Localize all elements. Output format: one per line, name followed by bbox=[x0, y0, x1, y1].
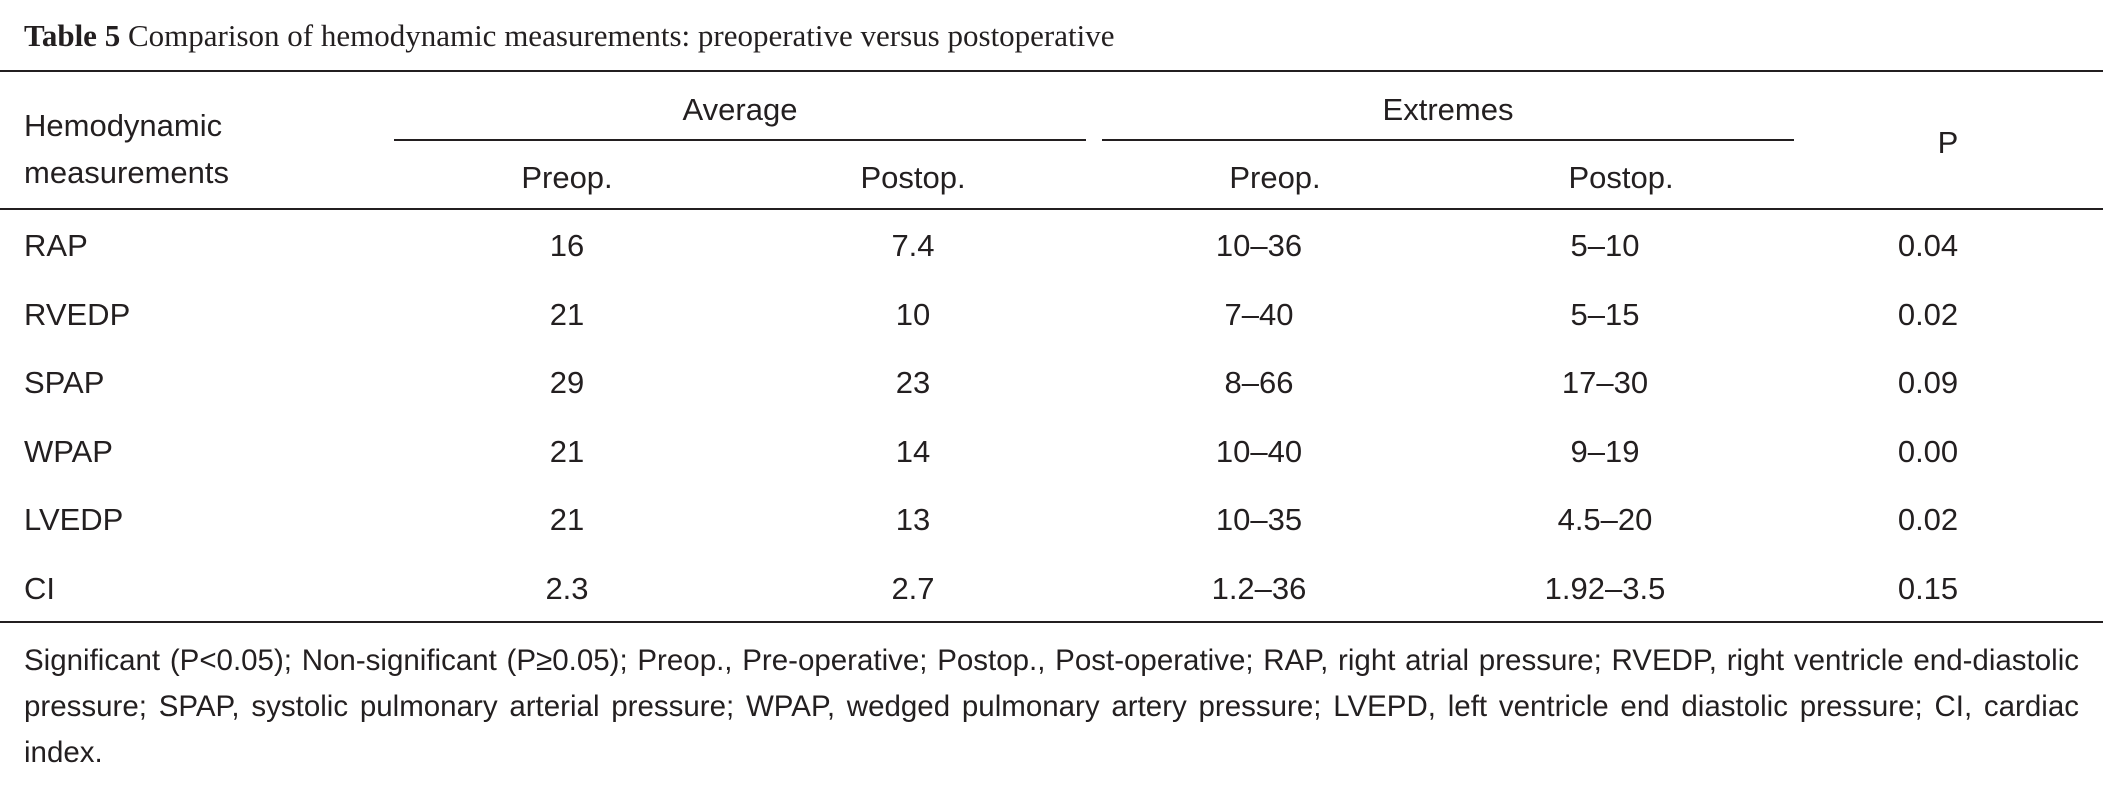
average-group-rule bbox=[394, 139, 1086, 141]
extremes-postop-cell: 1.92–3.5 bbox=[1544, 570, 1666, 606]
average-postop-cell: 10 bbox=[895, 296, 931, 332]
table-body bbox=[0, 212, 2078, 623]
header-p: P bbox=[1937, 125, 1959, 160]
measure-cell: RAP bbox=[24, 228, 88, 264]
measure-cell: WPAP bbox=[24, 433, 113, 469]
header-extremes-postop: Postop. bbox=[1568, 160, 1674, 195]
average-preop-cell: 21 bbox=[549, 296, 585, 332]
extremes-postop-cell: 5–10 bbox=[1570, 228, 1640, 264]
extremes-preop-cell: 8–66 bbox=[1224, 365, 1294, 401]
extremes-preop-cell: 7–40 bbox=[1224, 296, 1294, 332]
average-postop-cell: 14 bbox=[895, 433, 931, 469]
average-postop-cell: 23 bbox=[895, 365, 931, 401]
extremes-preop-cell: 10–36 bbox=[1215, 228, 1303, 264]
table-row bbox=[0, 555, 2078, 624]
table-footnote: Significant (P<0.05); Non-significant (P≥0.05); Preop., Pre-operative; Postop., Post-operative; RAP, right atrial pressure; RVEDP, right ventricle end-diastolic pressure; SPAP, systolic pulmonary arterial pressure; WPAP, wedged pulmonary artery pressure; LVEPD, left ventricle end diastolic pressure; CI, cardiac index. bbox=[24, 644, 2079, 769]
extremes-preop-cell: 1.2–36 bbox=[1211, 570, 1307, 606]
p-value-cell: 0.02 bbox=[1897, 502, 1959, 538]
extremes-preop-cell: 10–40 bbox=[1215, 433, 1303, 469]
header-average-postop: Postop. bbox=[860, 160, 966, 195]
average-postop-cell: 13 bbox=[895, 502, 931, 538]
p-value-cell: 0.00 bbox=[1897, 433, 1959, 469]
measure-cell: RVEDP bbox=[24, 296, 131, 332]
extremes-postop-cell: 5–15 bbox=[1570, 296, 1640, 332]
measure-cell: CI bbox=[24, 570, 55, 606]
average-postop-cell: 2.7 bbox=[891, 570, 935, 606]
table-caption bbox=[24, 18, 1115, 54]
average-preop-cell: 2.3 bbox=[545, 570, 589, 606]
p-value-cell: 0.15 bbox=[1897, 570, 1959, 606]
extremes-postop-cell: 4.5–20 bbox=[1557, 502, 1653, 538]
header-average-preop: Preop. bbox=[521, 160, 613, 195]
top-rule bbox=[0, 70, 2103, 72]
average-preop-cell: 21 bbox=[549, 433, 585, 469]
bottom-rule bbox=[0, 621, 2103, 623]
header-group-extremes: Extremes bbox=[1382, 92, 1514, 127]
p-value-cell: 0.09 bbox=[1897, 365, 1959, 401]
data-table bbox=[0, 212, 2078, 623]
extremes-group-rule bbox=[1102, 139, 1794, 141]
header-group-average: Average bbox=[682, 92, 798, 127]
table-row bbox=[0, 349, 2078, 418]
average-preop-cell: 21 bbox=[549, 502, 585, 538]
average-preop-cell: 29 bbox=[549, 365, 585, 401]
extremes-preop-cell: 10–35 bbox=[1215, 502, 1303, 538]
p-value-cell: 0.04 bbox=[1897, 228, 1959, 264]
extremes-postop-cell: 9–19 bbox=[1570, 433, 1640, 469]
p-value-cell: 0.02 bbox=[1897, 296, 1959, 332]
table-row bbox=[0, 486, 2078, 555]
extremes-postop-cell: 17–30 bbox=[1561, 365, 1649, 401]
header-rule bbox=[0, 208, 2103, 210]
table-row bbox=[0, 212, 2078, 281]
table-row bbox=[0, 418, 2078, 487]
table-row bbox=[0, 281, 2078, 350]
table-caption-label: Table 5 bbox=[24, 18, 121, 53]
table-caption-text: Comparison of hemodynamic measurements: preoperative versus postoperative bbox=[127, 18, 1115, 53]
measure-cell: LVEDP bbox=[24, 502, 124, 538]
header-extremes-preop: Preop. bbox=[1229, 160, 1321, 195]
average-preop-cell: 16 bbox=[549, 228, 585, 264]
average-postop-cell: 7.4 bbox=[891, 228, 935, 264]
header-hemodynamic-measurements: Hemodynamic measurements bbox=[24, 108, 230, 190]
measure-cell: SPAP bbox=[24, 365, 105, 401]
